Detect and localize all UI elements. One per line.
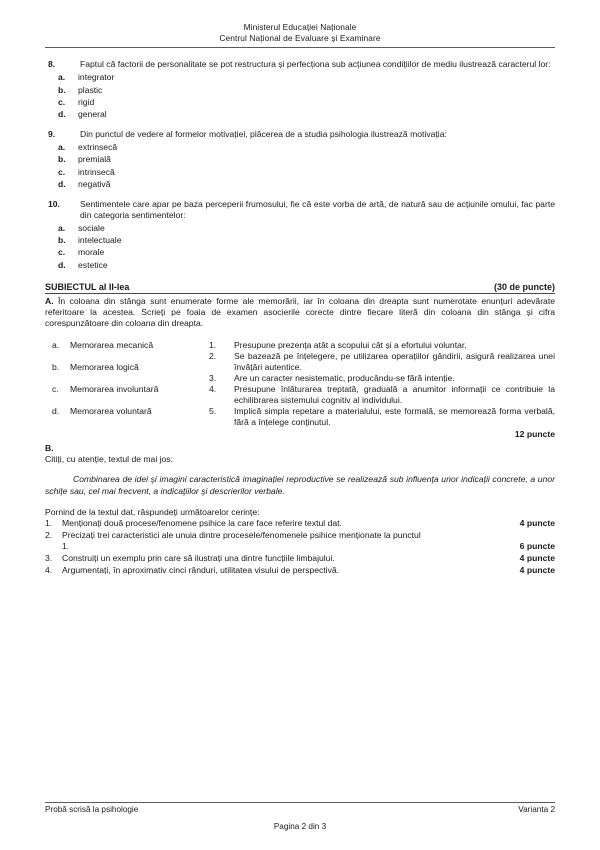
requirement-2-continuation-row — [62, 541, 555, 553]
option-9-a[interactable] — [45, 141, 555, 153]
requirement-3-line — [62, 553, 555, 565]
requirements-intro: Pornind de la textul dat, răspundeți următoarelor cerințe: — [45, 507, 260, 518]
part-b-instruction: Citiți, cu atenție, textul de mai jos: — [45, 454, 174, 465]
requirement-1-line — [62, 518, 555, 530]
option-8-b[interactable] — [45, 84, 555, 96]
option-8-d-letter: d. — [58, 108, 66, 119]
requirement-2-continuation: 1. — [62, 541, 70, 552]
option-8-b-letter: b. — [58, 84, 66, 95]
requirement-1-points: 4 puncte — [519, 518, 555, 529]
option-10-d[interactable] — [45, 259, 555, 271]
part-b-letter: B. — [45, 443, 54, 454]
match-left-a-letter: a. — [52, 340, 60, 351]
option-10-c-letter: c. — [58, 247, 66, 258]
requirement-4-text: Argumentați, în aproximativ cinci rânduri, utilitatea visului de perspectivă. — [62, 564, 340, 575]
option-9-c-letter: c. — [58, 166, 66, 177]
option-10-b[interactable] — [45, 234, 555, 246]
part-a-text: În coloana din stânga sunt enumerate forme ale memorării, iar în coloana din dreapta sunt numerotate enunțuri adevărate referitoare la acestea. Scrieți pe foaia de examen asocierile corecte dintre fiecare literă din coloana din stânga și cifra corespunzătoare din coloana din dreapta. — [45, 296, 555, 329]
match-right-3-number: 3. — [209, 373, 217, 384]
match-right-4-text: Presupune înlăturarea treptată, graduală a anumitor informații ce contribuie la echilibrarea sistemului cognitiv al individului. — [234, 384, 555, 406]
part-a-letter: A. — [45, 296, 54, 307]
match-right-2-text: Se bazează pe înțelegere, pe utilizarea operațiilor gândirii, asigură realizarea unei învățări autentice. — [234, 351, 555, 373]
matching-exercise — [45, 340, 555, 440]
requirement-2-text-row — [62, 530, 555, 542]
option-10-b-label: intelectuale — [78, 235, 122, 246]
option-10-d-letter: d. — [58, 259, 66, 270]
question-8 — [45, 59, 555, 120]
question-9 — [45, 129, 555, 190]
option-9-a-letter: a. — [58, 142, 66, 153]
question-8-text: Faptul că factorii de personalitate se pot restructura și perfecționa sub acțiunea condițiilor de mediu ilustrează caracterul lor: — [80, 59, 551, 70]
document-header — [0, 0, 600, 44]
requirement-3-number: 3. — [45, 552, 53, 563]
requirements-list — [45, 518, 555, 576]
requirement-4-points: 4 puncte — [519, 564, 555, 575]
question-9-number: 9. — [48, 129, 56, 140]
option-9-d-label: negativă — [78, 178, 111, 189]
match-left-a-text: Memorarea mecanică — [70, 340, 154, 351]
option-8-d[interactable] — [45, 108, 555, 120]
option-9-c[interactable] — [45, 166, 555, 178]
question-10-options — [45, 222, 555, 271]
option-9-b[interactable] — [45, 153, 555, 165]
option-8-d-label: general — [78, 108, 107, 119]
footer-left-label: Probă scrisă la psihologie — [45, 805, 139, 814]
match-left-d-text: Memorarea voluntară — [70, 406, 152, 417]
requirement-2-points: 6 puncte — [519, 541, 555, 552]
match-right-3[interactable] — [207, 373, 555, 384]
match-right-5-text: Implică simpla repetare a materialului, este formală, se memorează forma verbală, fără a înțelege conținutul. — [234, 406, 555, 428]
option-10-c[interactable] — [45, 246, 555, 258]
option-9-d-letter: d. — [58, 178, 66, 189]
match-left-d-letter: d. — [52, 406, 60, 417]
match-right-4-number: 4. — [209, 384, 217, 395]
matching-right-column — [207, 340, 555, 428]
requirement-2[interactable] — [45, 530, 555, 553]
option-8-c[interactable] — [45, 96, 555, 108]
match-right-1-number: 1. — [209, 340, 217, 351]
requirement-1-number: 1. — [45, 518, 53, 529]
header-center-line: Centrul Național de Evaluare și Examinare — [219, 33, 381, 44]
option-10-b-letter: b. — [58, 235, 66, 246]
question-9-head — [45, 129, 555, 140]
match-right-1[interactable] — [207, 340, 555, 351]
requirement-3[interactable] — [45, 553, 555, 565]
option-8-c-letter: c. — [58, 96, 66, 107]
requirement-2-number: 2. — [45, 529, 53, 540]
requirement-3-text: Construiți un exemplu prin care să ilustrați una dintre funcțiile limbajului. — [62, 552, 335, 563]
footer-right-label: Varianta 2 — [518, 805, 555, 814]
footer-row — [45, 805, 555, 816]
match-right-1-text: Presupune prezența atât a scopului cât și a efortului voluntar. — [234, 340, 467, 351]
part-b-quote: Combinarea de idei şi imagini caracteristică imaginaţiei reproductive se realizează sub influenţa unor indicaţii concrete, a unor schiţe sau, cel mai frecvent, a indicaţiilor şi descrierilor verbale. — [45, 474, 555, 496]
match-right-4[interactable] — [207, 384, 555, 406]
option-9-b-letter: b. — [58, 154, 66, 165]
footer-divider — [45, 802, 555, 803]
requirement-3-points: 4 puncte — [519, 552, 555, 563]
requirement-4[interactable] — [45, 565, 555, 577]
question-10-text: Sentimentele care apar pe baza perceperii frumosului, fie că este vorba de artă, de natură sau de acțiunile omului, fac parte din categoria sentimentelor: — [80, 198, 555, 220]
option-9-c-label: intrinsecă — [78, 166, 115, 177]
requirement-2-text: Precizați trei caracteristici ale unuia dintre procesele/fenomenele psihice menționate la punctul — [62, 529, 421, 540]
option-9-d[interactable] — [45, 178, 555, 190]
subject-title: SUBIECTUL al II-lea — [45, 281, 130, 292]
subject-points: (30 de puncte) — [493, 281, 555, 292]
match-right-5[interactable] — [207, 406, 555, 428]
part-a-paragraph — [45, 296, 555, 329]
option-10-a-letter: a. — [58, 222, 66, 233]
part-b — [45, 443, 555, 576]
page-content — [45, 48, 555, 576]
option-9-b-label: premială — [78, 154, 111, 165]
question-8-head — [45, 59, 555, 70]
option-10-c-label: morale — [78, 247, 105, 258]
question-8-number: 8. — [48, 59, 56, 70]
header-ministry-line: Ministerul Educației Naționale — [243, 22, 357, 32]
requirement-4-number: 4. — [45, 564, 53, 575]
match-left-b-text: Memorarea logică — [70, 362, 139, 373]
match-right-5-number: 5. — [209, 406, 217, 417]
match-right-3-text: Are un caracter nesistematic, producându-se fără intenție. — [234, 373, 455, 384]
requirement-4-line — [62, 565, 555, 577]
match-left-c-letter: c. — [52, 384, 59, 395]
option-10-a[interactable] — [45, 222, 555, 234]
option-8-b-label: plastic — [78, 84, 103, 95]
match-left-b-letter: b. — [52, 362, 60, 373]
question-10-head — [45, 199, 555, 221]
question-8-options — [45, 71, 555, 120]
option-10-d-label: estetice — [78, 259, 108, 270]
matching-points: 12 puncte — [514, 429, 555, 440]
requirement-1[interactable] — [45, 518, 555, 530]
subject-heading — [45, 282, 555, 295]
match-right-2-number: 2. — [209, 351, 217, 362]
option-9-a-label: extrinsecă — [78, 142, 118, 153]
question-9-text: Din punctul de vedere al formelor motivației, plăcerea de a studia psihologia ilustrează motivația: — [80, 129, 447, 140]
question-10-number: 10. — [48, 198, 60, 209]
option-8-a-label: integrator — [78, 72, 115, 83]
match-right-2[interactable] — [207, 351, 555, 373]
option-8-c-label: rigid — [78, 96, 95, 107]
matching-columns — [45, 340, 555, 428]
option-8-a-letter: a. — [58, 72, 66, 83]
option-10-a-label: sociale — [78, 222, 105, 233]
question-10 — [45, 199, 555, 271]
question-9-options — [45, 141, 555, 190]
option-8-a[interactable] — [45, 71, 555, 83]
document-footer — [45, 802, 555, 832]
requirement-1-text: Menționați două procese/fenomene psihice la care face referire textul dat. — [62, 518, 342, 529]
match-left-c-text: Memorarea involuntară — [70, 384, 159, 395]
footer-page-number: Pagina 2 din 3 — [273, 821, 327, 831]
